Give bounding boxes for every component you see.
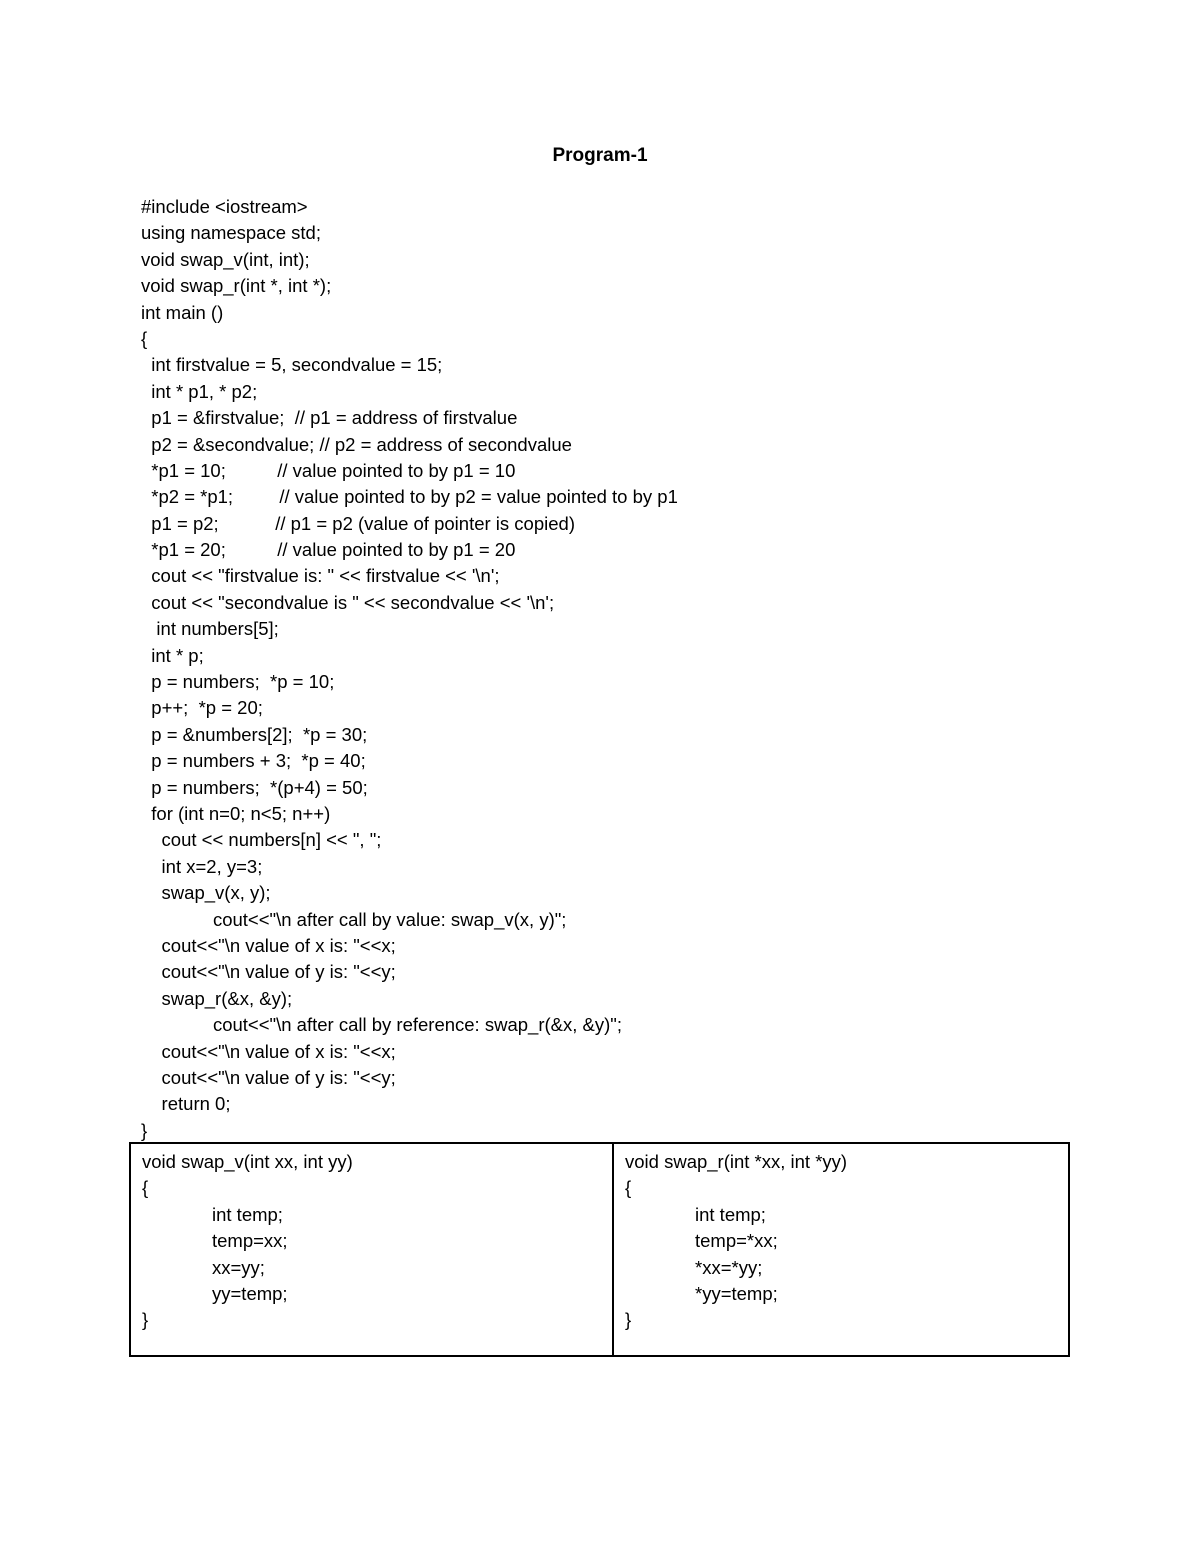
code-line: cout<<"\n after call by value: swap_v(x, y)"; bbox=[141, 908, 567, 930]
swap-v-body-line: int temp; bbox=[212, 1203, 283, 1225]
code-line: p++; *p = 20; bbox=[141, 697, 263, 719]
code-line: p = &numbers[2]; *p = 30; bbox=[141, 723, 368, 745]
code-line: int main () bbox=[141, 301, 224, 323]
swap-v-body-line: xx=yy; bbox=[212, 1256, 265, 1278]
code-line: { bbox=[141, 327, 148, 349]
code-line: cout<<"\n value of y is: "<<y; bbox=[141, 961, 396, 983]
code-line: *p2 = *p1; // value pointed to by p2 = value pointed to by p1 bbox=[141, 486, 678, 508]
code-line: using namespace std; bbox=[141, 222, 321, 244]
swap-r-body-line: int temp; bbox=[695, 1203, 766, 1225]
swap-v-body-line: yy=temp; bbox=[212, 1282, 288, 1304]
code-line: p1 = &firstvalue; // p1 = address of firstvalue bbox=[141, 407, 518, 429]
swap-v-open-brace: { bbox=[142, 1177, 149, 1199]
code-line: p = numbers + 3; *p = 40; bbox=[141, 750, 366, 772]
code-line: cout << "firstvalue is: " << firstvalue << '\n'; bbox=[141, 565, 500, 587]
swap-v-body-line: temp=xx; bbox=[212, 1230, 288, 1252]
code-line: return 0; bbox=[141, 1093, 231, 1115]
code-line: void swap_r(int *, int *); bbox=[141, 275, 332, 297]
code-line: p = numbers; *(p+4) = 50; bbox=[141, 776, 368, 798]
code-line: p2 = &secondvalue; // p2 = address of secondvalue bbox=[141, 433, 572, 455]
code-line: p1 = p2; // p1 = p2 (value of pointer is copied) bbox=[141, 512, 575, 534]
code-line: int x=2, y=3; bbox=[141, 855, 263, 877]
main-code-block bbox=[141, 194, 1101, 1144]
code-line: int numbers[5]; bbox=[141, 618, 279, 640]
code-line: *p1 = 10; // value pointed to by p1 = 10 bbox=[141, 459, 516, 481]
code-line: p = numbers; *p = 10; bbox=[141, 671, 335, 693]
swap-r-cell bbox=[613, 1143, 1069, 1356]
swap-r-body-line: *xx=*yy; bbox=[695, 1256, 763, 1278]
swap-r-body-line: *yy=temp; bbox=[695, 1282, 778, 1304]
page-title: Program-1 bbox=[552, 145, 648, 166]
swap-r-open-brace: { bbox=[625, 1177, 632, 1199]
swap-r-signature: void swap_r(int *xx, int *yy) bbox=[625, 1151, 848, 1172]
code-line: #include <iostream> bbox=[141, 196, 308, 217]
swap-v-close-brace: } bbox=[142, 1309, 149, 1331]
code-line: int firstvalue = 5, secondvalue = 15; bbox=[141, 354, 443, 376]
code-line: cout<<"\n value of x is: "<<x; bbox=[141, 1040, 396, 1062]
code-line: cout << "secondvalue is " << secondvalue << '\n'; bbox=[141, 591, 555, 613]
code-line: int * p1, * p2; bbox=[141, 380, 258, 402]
swap-r-body-line: temp=*xx; bbox=[695, 1230, 778, 1252]
functions-row bbox=[130, 1143, 1069, 1356]
code-line: cout<<"\n value of y is: "<<y; bbox=[141, 1066, 396, 1088]
code-line: cout<<"\n after call by reference: swap_r(&x, &y)"; bbox=[141, 1014, 622, 1036]
code-line: swap_r(&x, &y); bbox=[141, 987, 293, 1009]
code-line: cout<<"\n value of x is: "<<x; bbox=[141, 934, 396, 956]
code-line: } bbox=[141, 1119, 148, 1141]
swap-v-signature: void swap_v(int xx, int yy) bbox=[142, 1151, 353, 1172]
swap-r-close-brace: } bbox=[625, 1309, 632, 1331]
functions-table bbox=[129, 1142, 1070, 1357]
code-line: *p1 = 20; // value pointed to by p1 = 20 bbox=[141, 539, 516, 561]
code-line: cout << numbers[n] << ", "; bbox=[141, 829, 382, 851]
code-line: for (int n=0; n<5; n++) bbox=[141, 802, 331, 824]
code-line: void swap_v(int, int); bbox=[141, 248, 310, 270]
swap-v-cell bbox=[130, 1143, 613, 1356]
code-line: swap_v(x, y); bbox=[141, 882, 271, 904]
code-line: int * p; bbox=[141, 644, 204, 666]
